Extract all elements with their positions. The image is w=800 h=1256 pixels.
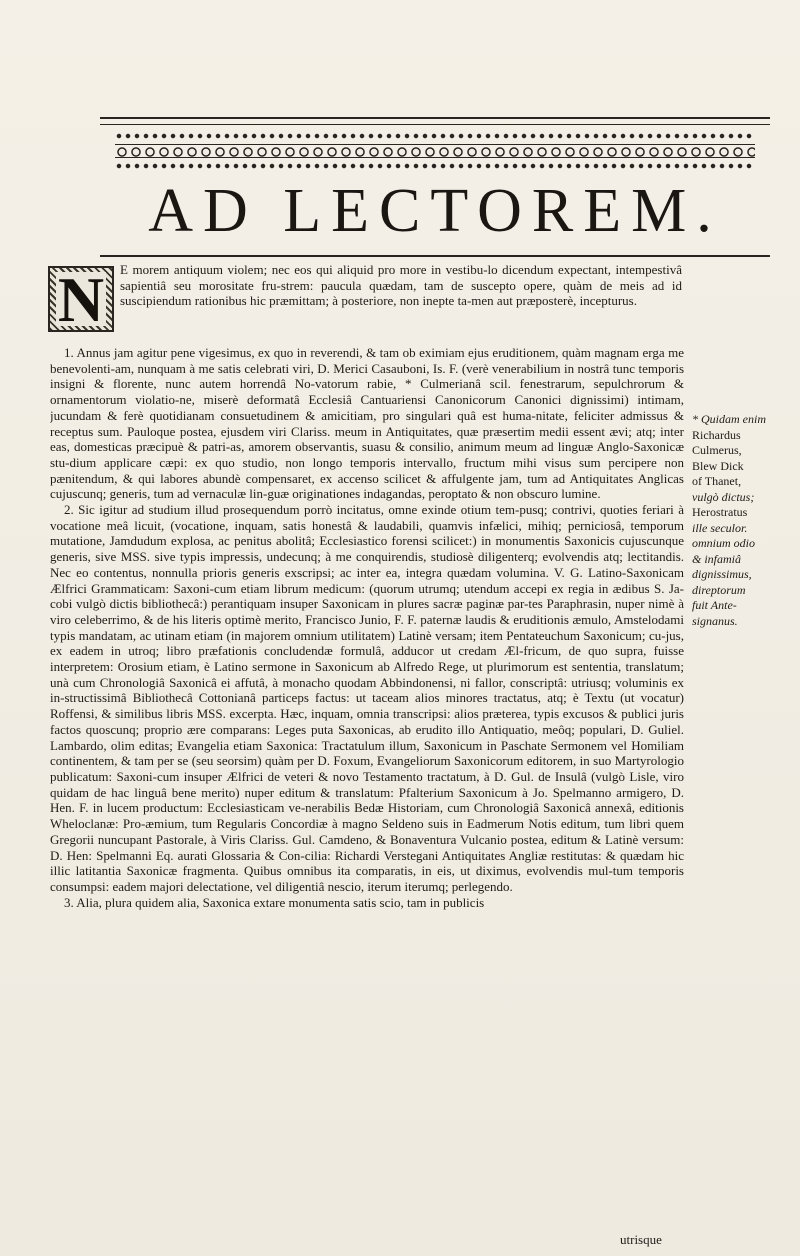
margin-note-line: * Quidam enim — [692, 412, 766, 426]
margin-note-line: vulgò dictus; — [692, 489, 755, 504]
ornament-row-middle — [115, 144, 755, 158]
headpiece-ornament — [115, 132, 755, 170]
margin-note-line: direptorum — [692, 582, 746, 597]
lead-paragraph — [120, 262, 682, 342]
margin-note-line: of Thanet, — [692, 474, 742, 488]
paragraph-3: 3. Alia, plura quidem alia, Saxonica extare monumenta satis scio, tam in publicis — [64, 894, 485, 910]
margin-note-line: omnium odio — [692, 536, 755, 550]
margin-note-line: & infamiâ — [692, 551, 742, 566]
main-text — [50, 345, 684, 1231]
page-title: AD LECTOREM. — [148, 177, 722, 245]
ornament-row-top — [115, 132, 755, 140]
margin-note-line: Herostratus — [692, 505, 748, 519]
decorated-initial — [48, 264, 114, 335]
ornament-row-bottom — [115, 162, 755, 170]
margin-note-line: Blew Dick — [692, 458, 744, 473]
title-rule — [100, 255, 770, 257]
catchword: utrisque — [620, 1232, 662, 1247]
paragraph-1: 1. Annus jam agitur pene vigesimus, ex quo in reverendi, & tam ob eximiam ejus eruditionem, quàm magnam erga me benevolenti-am, nunquam à me satis celebrati viri, D. Merici Casauboni, Is. F. (verè venerabilium in nostrâ tunc temporis insigni & florente, nunc autem horrendâ No-vatorum rabie, * Culmerianâ scil. fenestrarum, sepulchrorum & ornamentorum violatio-ne, miserè deformatâ Ecclesiâ Cantuariensi Canonicorum Canonici dignissimi) intimam, jucundam & ferè quotidianam consuetudinem & amicitiam, pro singulari quâ est huma-nitate, feliciter admissus & receptus sum. Pauloque postea, ejusdem viri Clariss. meum in Antiquitates, quæ præsertim medii essent ævi; atq; inter eas, domesticas præcipuè & patri-as, amorem observantis, suasu & consilio, animum meum ad linguæ Anglo-Saxonicæ stu-dium applicare cæpi: ex quo studio, non longo temporis intervallo, fructum mihi visus sum percipere non pænitendum, & qui labores abundè compensaret, ex accenso scilicet & affulgente jam, tum ad Antiquitates Anglicas cujuscunq; generis, tum ad vernaculæ lin-guæ originationes indagandas, peroptato & non obscuro lumine. — [50, 345, 684, 502]
lead-text: E morem antiquum violem; nec eos qui aliquid pro more in vestibu-lo dicendum expectant, intempestivâ sapientiâ seu morositate fru-strem: paucula quædam, tam de suscepto opere, quàm de meis ad id suscipiendum rationibus hic præmittam; à posteriore, non inepte ta-men aut præposterè, incepturus. — [120, 262, 682, 309]
margin-note-line: ille seculor. — [692, 520, 748, 535]
margin-note-line: dignissimus, — [692, 567, 752, 581]
paragraph-2: 2. Sic igitur ad studium illud prosequendum porrò incitatus, omne exinde otium tem-pusq; contrivi, quoties feriari à vocatione meâ licuit, (vocatione, inquam, satis honestâ & laudabili, quamvis infælici, mihiq; perniciosâ, temporum mutatione, Jamdudum explosa, ac penitus abolitâ; Ecclesiastico forensi scilicet:) in monumentis Saxonicis cujuscunque generis, sive MSS. sive typis impressis, undecunq; à me conquirendis, studiosè diligenterq; evolvendis atq; lectitandis. Nec eo contentus, nonnulla prioris generis exscripsi; ac inter ea, integra quædam volumina. V. G. Latino-Saxonicam Ælfrici Grammaticam: Saxoni-cum etiam librum medicum: (quorum utrumq; utendum accepi ex regia in ædibus S. Ja-cobi vulgò dictis bibliothecâ:) perantiquam insuper Saxonicam in plures sacræ paginæ par-tes Paraphrasin, nuper nimè à viro celeberrimo, & de his literis optimè merito, Francisco Junio, F. F. paternæ laudis & eruditionis æmulo, Amstelodami typis mandatam, ac utinam etiam (in majorem omnium utilitatem) Latinè versam; item Pentateuchum Saxonicum; cu-jus, ex eadem in utroq; libro præfationis concludendæ formulâ, adducor ut credam Æl-fricum, de quo supra, fuisse interpretem: Orosium etiam, è Latino sermone in Saxonicum ab Alfredo Rege, ut plurimorum est sententia, translatum; unà cum Chronologiâ Saxonicâ ei affutâ, à monacho quodam Abbindonensi, ni fallor, conscriptâ: utriusq; voluminis ex in-structissimâ Bibliothecâ Cottonianâ particeps factus: ut taceam alios minores tractatus, atq; è Textu (ut vocatur) Roffensi, & similibus libris MSS. excerpta. Hæc, inquam, omnia transcripsi: alios præterea, typis excusos & publici juris factos quoscunq; proprio ære comparans: Leges puta Saxonicas, ab erudito illo Antiquatio, meôq; populari, D. Guliel. Lambardo, olim editas; Evangelia etiam Saxonica: Tractatulum illum, Saxonicum in Paschate Sermonem vel Homiliam continentem, & tam per se (seu seorsim) quàm per D. Foxum, Evangeliorum Saxonicorum editorem, in suo Martyrologio publicatum: Saxoni-cum insuper Ælfrici de veteri & novo Testamento tractatum, à D. Gul. de Insulâ (vulgò Lisle, viro quidam de hac linguâ bene merito) nuper editum & translatum: Pfalterium Saxonicum à Jo. Spelmanno armigero, D. Hen. F. in lucem productum: Ecclesiasticam ve-nerabilis Bedæ Historiam, cum Chronologiâ Saxonicâ annexâ, editionis Wheloclanæ: Pro-æmium, tum Regularis Concordiæ à magno Seldeno suis in Eadmerum Notis editum, tum libri quem Gregorii nuncupant Pastorale, à Viris Clariss. Gul. Camdeno, & Bonaventura Vulcanio postea, editum & Latinè versum: D. Hen: Spelmanni Eq. aurati Glossaria & Con-cilia: Richardi Verstegani Antiquitates Angliæ restitutas: & quædam hic illic latitantia Saxonicæ fragmenta. Quibus omnibus ita comparatis, in eis, ut diximus, evolvendis mul-tum temporis consumpsi: eadem majori delectatione, vel diligentiâ nescio, iterum iterumq; perlegendo. — [50, 502, 684, 894]
margin-note-line: Culmerus, — [692, 443, 742, 457]
top-rule-thin — [100, 124, 770, 125]
initial-letter: N — [57, 264, 105, 335]
top-rule — [100, 117, 770, 119]
margin-note-line: signanus. — [692, 613, 738, 628]
margin-note-line: fuit Ante- — [692, 598, 737, 612]
margin-note — [692, 412, 792, 629]
margin-note-line: Richardus — [692, 427, 741, 442]
